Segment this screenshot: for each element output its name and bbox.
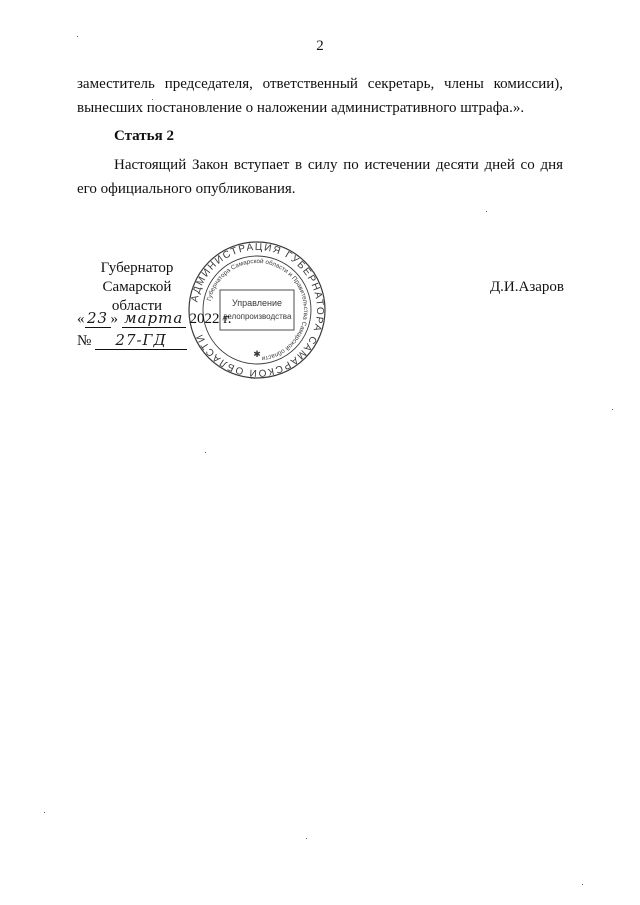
paragraph-line: заместитель председателя, ответственный секретарь, члены комиссии),: [77, 76, 563, 92]
paragraph-continuation: [77, 72, 563, 120]
number-handwritten: 27-ГД: [95, 331, 187, 350]
date-quote-open: «: [77, 311, 85, 327]
article-heading: Статья 2: [114, 128, 174, 144]
stamp-center-line: Управление: [231, 298, 283, 308]
scan-speck: [205, 452, 206, 453]
number-prefix: №: [77, 333, 92, 349]
paragraph-line: вынесших постановление о наложении административного штрафа.».: [77, 100, 525, 116]
signing-date: [77, 309, 277, 331]
signatory-title: [77, 259, 197, 316]
scan-speck: [306, 838, 307, 839]
article-paragraph: [77, 153, 563, 201]
paragraph-line: Настоящий Закон вступает в силу по истечении десяти дней со дня: [114, 157, 563, 173]
date-year: 2022 г.: [189, 311, 232, 327]
stamp-inner-text: Губернатора Самарской области и Правительства Самарской области: [205, 257, 310, 362]
paragraph-line: его официального опубликования.: [77, 181, 296, 197]
date-quote-close: »: [110, 311, 118, 327]
law-number: [77, 331, 277, 353]
date-month-handwritten: марта: [122, 309, 186, 328]
signatory-name: Д.И.Азаров: [489, 279, 564, 295]
scan-speck: [612, 409, 613, 410]
scan-speck: [486, 211, 487, 212]
signatory-title-line: Самарской области: [102, 279, 172, 314]
scan-speck: [152, 99, 153, 100]
stamp-outer-text: АДМИНИСТРАЦИЯ ГУБЕРНАТОРА САМАРСКОЙ ОБЛАСТИ: [189, 241, 326, 379]
scan-speck: [77, 36, 78, 37]
page-number: 2: [316, 38, 324, 54]
signatory-title-line: Губернатор: [100, 260, 174, 276]
stamp-center-line: делопроизводства: [222, 312, 292, 321]
scan-speck: [582, 884, 583, 885]
stamp-star-icon: ✱: [253, 349, 261, 359]
scan-speck: [44, 812, 45, 813]
date-day-handwritten: 23: [85, 309, 111, 328]
